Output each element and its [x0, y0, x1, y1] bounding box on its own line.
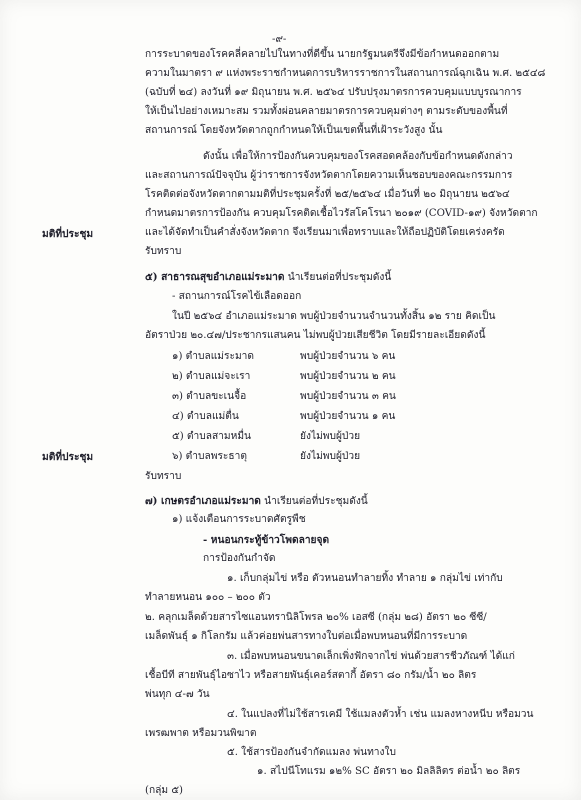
- district-result: พบผู้ป่วยจำนวน ๖ คน: [300, 351, 396, 362]
- section-heading-tail: นำเรียนต่อที่ประชุมดังนี้: [284, 272, 392, 283]
- subheading: - สถานการณ์โรคไข้เลือดออก: [172, 291, 302, 302]
- section-heading: [145, 270, 391, 285]
- section-heading-tail: นำเรียนต่อที่ประชุมดังนี้: [260, 496, 368, 507]
- method-heading: การป้องกันกำจัด: [203, 553, 276, 564]
- body-line: ในปี ๒๕๖๔ อำเภอแม่ระมาด พบผู้ป่วยจำนวนจำนวนทั้งสิ้น ๑๒ ราย คิดเป็น: [172, 311, 496, 322]
- pest-name: - หนอนกระทู้ข้าวโพดลายจุด: [203, 534, 330, 546]
- paragraph-line: การระบาดของโรคคลี่คลายไปในทางที่ดีขึ้น นายกรัฐมนตรีจึงมีข้อกำหนดออกตาม: [145, 49, 500, 60]
- method-line: ๔. ในแปลงที่ไม่ใช้สารเคมี ใช้แมลงตัวห้ำ เช่น แมลงหางหนีบ หรือมวน: [227, 709, 534, 720]
- district-result: ยังไม่พบผู้ป่วย: [300, 431, 361, 442]
- method-line: ๑. สไปนีโทแรม ๑๒% SC อัตรา ๒๐ มิลลิลิตร ต่อน้ำ ๒๐ ลิตร: [257, 766, 521, 777]
- paragraph-line: สถานการณ์ โดยจังหวัดตากถูกกำหนดให้เป็นเขตพื้นที่เฝ้าระวังสูง นั้น: [145, 125, 443, 136]
- district-name: ๖) ตำบลพระธาตุ: [172, 451, 247, 462]
- paragraph-line: กำหนดมาตรการป้องกัน ควบคุมโรคติดเชื้อไวรัสโคโรนา ๒๐๑๙ (COVID-๑๙) จังหวัดตาก: [145, 208, 538, 219]
- district-name: ๔) ตำบลแม่ตื่น: [172, 411, 239, 422]
- method-line: ๕. ใช้สารป้องกันจำกัดแมลง พ่นทางใบ: [227, 747, 396, 758]
- paragraph-line: ดังนั้น เพื่อให้การป้องกันควบคุมของโรคสอดคล้องกับข้อกำหนดดังกล่าว: [203, 151, 513, 162]
- district-name: ๒) ตำบลแม่จะเรา: [172, 371, 251, 382]
- district-result: ยังไม่พบผู้ป่วย: [300, 451, 361, 462]
- section-heading-title: ๗) เกษตรอำเภอแม่ระมาด: [145, 495, 261, 507]
- method-line: พ่นทุก ๔-๗ วัน: [145, 689, 210, 700]
- paragraph-line: (ฉบับที่ ๒๔) ลงวันที่ ๑๙ มิถุนายน พ.ศ. ๒๕๖๔ ปรับปรุงมาตรการควบคุมแบบบูรณาการ: [145, 87, 522, 98]
- paragraph-line: และได้จัดทำเป็นคำสั่งจังหวัดตาก จึงเรียนมาเพื่อทราบและให้ถือปฏิบัติโดยเคร่งครัด: [145, 227, 505, 238]
- paragraph-line: ให้เป็นไปอย่างเหมาะสม รวมทั้งผ่อนคลายมาตรการควบคุมต่างๆ ตามระดับของพื้นที่: [145, 106, 508, 117]
- body-line: อัตราป่วย ๒๐.๔๗/ประชากรแสนคน ไม่พบผู้ป่วยเสียชีวิต โดยมีรายละเอียดดังนี้: [145, 330, 486, 341]
- district-name: ๓) ตำบลขะเนจื้อ: [172, 391, 247, 402]
- method-line: เมล็ดพันธุ์ ๑ กิโลกรัม แล้วค่อยพ่นสารทางใบต่อเมื่อพบหนอนที่มีการระบาด: [145, 631, 468, 642]
- method-line: เชื้อบีที สายพันธุ์ไอซาไว หรือสายพันธุ์เคอร์สตากี้ อัตรา ๘๐ กรัม/น้ำ ๒๐ ลิตร: [145, 670, 477, 681]
- subheading: ๑) แจ้งเตือนการระบาดศัตรูพืช: [172, 514, 306, 525]
- page-number: -๙-: [272, 34, 287, 45]
- resolution-text: รับทราบ: [145, 471, 182, 482]
- paragraph-line: โรคติดต่อจังหวัดตากตามมติที่ประชุมครั้งที่ ๒๕/๒๕๖๔ เมื่อวันที่ ๒๐ มิถุนายน ๒๕๖๔: [145, 189, 510, 200]
- district-name: ๑) ตำบลแม่ระมาด: [172, 351, 255, 362]
- method-line: เพรฒพาต หรือมวนพิฆาต: [145, 728, 257, 739]
- resolution-text: รับทราบ: [145, 246, 182, 257]
- section-heading: [145, 494, 368, 509]
- method-line: ทำลายหนอน ๑๐๐ – ๒๐๐ ตัว: [145, 592, 271, 603]
- paragraph-line: ความในมาตรา ๙ แห่งพระราชกำหนดการบริหารราชการในสถานการณ์ฉุกเฉิน พ.ศ. ๒๕๔๘: [145, 68, 546, 79]
- section-heading-title: ๕) สาธารณสุขอำเภอแม่ระมาด: [145, 271, 285, 283]
- method-line: ๑. เก็บกลุ่มไข่ หรือ ตัวหนอนทำลายทิ้ง ทำลาย ๑ กลุ่มไข่ เท่ากับ: [227, 573, 503, 584]
- district-result: พบผู้ป่วยจำนวน ๓ คน: [300, 391, 396, 402]
- district-name: ๕) ตำบลสามหมื่น: [172, 431, 252, 442]
- method-line: (กลุ่ม ๕): [145, 785, 184, 796]
- resolution-label: มติที่ประชุม: [42, 228, 94, 240]
- method-line: ๒. คลุกเมล็ดด้วยสารไซแอนทรานิลิโพรล ๒๐% เอสซี (กลุ่ม ๒๘) อัตรา ๒๐ ซีซี/: [145, 612, 487, 623]
- district-result: พบผู้ป่วยจำนวน ๑ คน: [300, 411, 396, 422]
- district-result: พบผู้ป่วยจำนวน ๒ คน: [300, 371, 396, 382]
- method-line: ๓. เมื่อพบหนอนขนาดเล็กเพิ่งฟักจากไข่ พ่นด้วยสารชีวภัณฑ์ ได้แก่: [227, 651, 515, 662]
- resolution-label: มติที่ประชุม: [42, 451, 94, 463]
- paragraph-line: และสถานการณ์ปัจจุบัน ผู้ว่าราชการจังหวัดตากโดยความเห็นชอบของคณะกรรมการ: [145, 170, 513, 181]
